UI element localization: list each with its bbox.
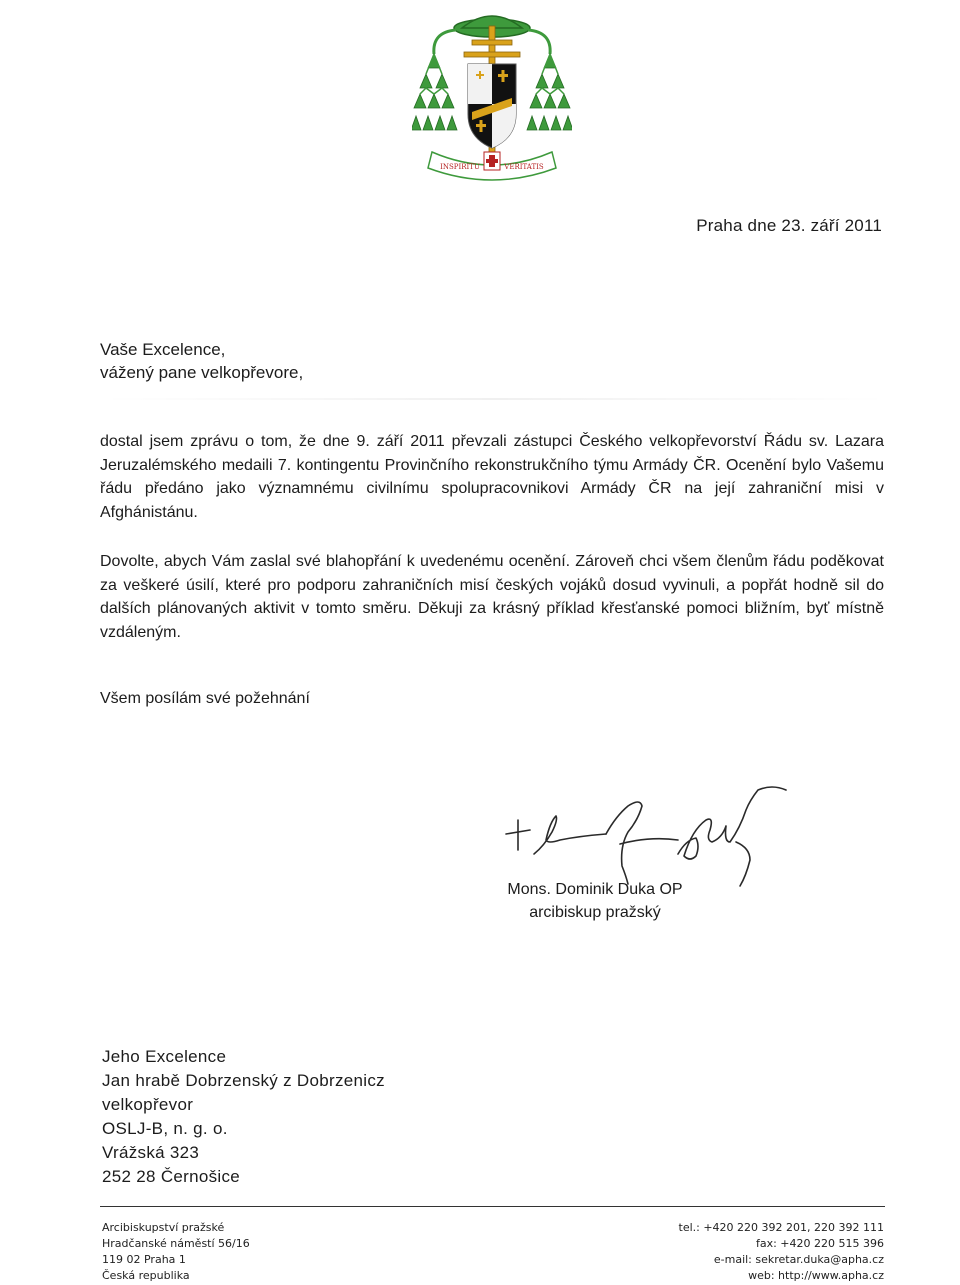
footer-divider xyxy=(100,1206,885,1207)
footer-email[interactable]: e-mail: sekretar.duka@apha.cz xyxy=(713,1253,884,1266)
footer-web[interactable]: web: http://www.apha.cz xyxy=(748,1269,884,1282)
recipient-line: Vrážská 323 xyxy=(102,1143,200,1162)
recipient-line: velkopřevor xyxy=(102,1095,194,1114)
footer-line: 119 02 Praha 1 xyxy=(102,1253,186,1266)
body-paragraph-2: Dovolte, abych Vám zaslal své blahopřání k uvedenému ocenění. Zároveň chci všem členům řádu poděkovat za veškeré úsilí, které pro podporu zahraničních misí českých vojáků dosud vyvinuli, a popřát hodně sil do dalších plánovaných aktivit v tomto směru. Děkuji za krásný příklad křesťanské pomoci bližním, byť místně vzdáleným. xyxy=(100,553,884,641)
svg-text:VERITATIS: VERITATIS xyxy=(504,163,544,171)
salutation-line-2: vážený pane velkopřevore, xyxy=(100,363,304,382)
coat-of-arms-icon xyxy=(412,2,572,187)
signatory-title: arcibiskup pražský xyxy=(529,904,661,921)
footer-contacts xyxy=(560,1220,884,1284)
footer-line: Arcibiskupství pražské xyxy=(102,1221,225,1234)
footer-line: Česká republika xyxy=(102,1269,190,1282)
signature-icon xyxy=(500,780,800,890)
recipient-line: Jan hrabě Dobrzenský z Dobrzenicz xyxy=(102,1071,385,1090)
salutation-line-1: Vaše Excelence, xyxy=(100,340,226,359)
recipient-line: 252 28 Černošice xyxy=(102,1167,241,1186)
handwritten-signature xyxy=(500,780,800,890)
coat-of-arms xyxy=(412,2,572,187)
recipient-address xyxy=(102,1045,385,1189)
recipient-line: Jeho Excelence xyxy=(102,1047,227,1066)
svg-text:INSPIRITU: INSPIRITU xyxy=(440,163,480,171)
letter-date: Praha dne 23. září 2011 xyxy=(696,216,882,235)
blessing-line: Všem posílám své požehnání xyxy=(100,690,310,707)
signatory xyxy=(500,878,690,924)
scan-divider xyxy=(100,398,890,400)
salutation xyxy=(100,338,303,384)
body-paragraph-1: dostal jsem zprávu o tom, že dne 9. září 2011 převzali zástupci Českého velkopřevorství Řádu sv. Lazara Jeruzalémského medaili 7. kontingentu Provinčního rekonstrukčního týmu Armády ČR. Ocenění bylo Vašemu řádu předáno jako významnému civilnímu spolupracovnikovi Armády ČR na její zahraniční misi v Afghánistánu. xyxy=(100,433,884,521)
footer-fax: fax: +420 220 515 396 xyxy=(755,1237,884,1250)
signatory-name: Mons. Dominik Duka OP xyxy=(507,881,683,898)
footer-line: Hradčanské náměstí 56/16 xyxy=(102,1237,250,1250)
footer-phone: tel.: +420 220 392 201, 220 392 111 xyxy=(678,1221,884,1234)
recipient-line: OSLJ-B, n. g. o. xyxy=(102,1119,228,1138)
footer-sender-address xyxy=(102,1220,250,1284)
